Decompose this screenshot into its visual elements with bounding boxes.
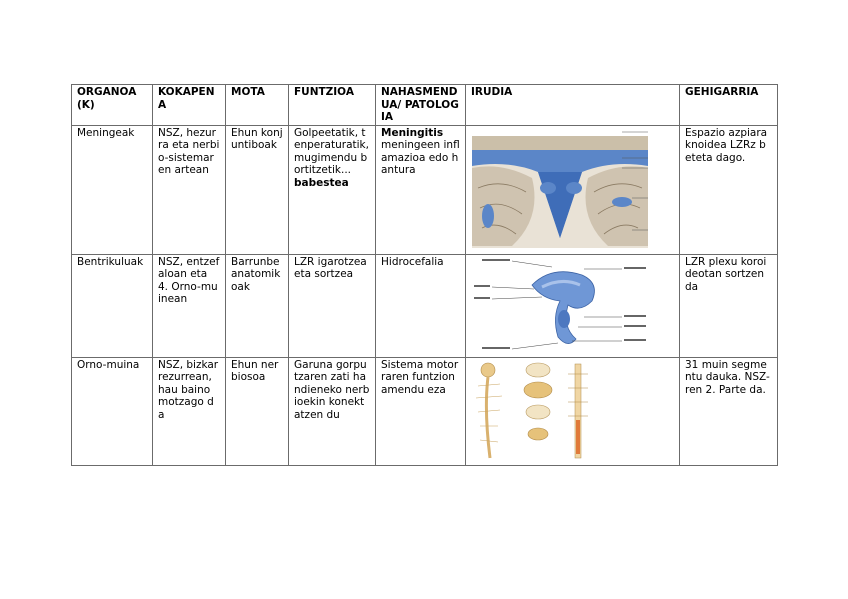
header-organ: ORGANOA(K) (72, 85, 153, 126)
cell-organ: Bentrikuluak (72, 254, 153, 357)
cell-location: NSZ, bizkarrezurrean, hau baino motzago da (153, 357, 226, 465)
table-row (72, 125, 778, 254)
table-row (72, 254, 778, 357)
spinal-cord-illustration (472, 360, 612, 462)
header-image: IRUDIA (466, 85, 680, 126)
cell-location: NSZ, hezurra eta nerbio-sistemaren artean (153, 125, 226, 254)
header-location: KOKAPENA (153, 85, 226, 126)
header-type: MOTA (226, 85, 289, 126)
header-pathology: NAHASMENDUA/ PATOLOGIA (376, 85, 466, 126)
cell-pathology (376, 125, 466, 254)
cell-function (289, 125, 376, 254)
cell-image (466, 254, 680, 357)
function-bold-text: babestea (294, 176, 349, 189)
header-extra: GEHIGARRIA (680, 85, 778, 126)
cell-function: Garuna gorputzaren zati handieneko nerbioekin konektatzen du (289, 357, 376, 465)
cell-extra: LZR plexu koroideotan sortzen da (680, 254, 778, 357)
cell-organ: Orno-muina (72, 357, 153, 465)
header-function: FUNTZIOA (289, 85, 376, 126)
pathology-bold-text: Meningitis (381, 126, 444, 139)
cell-organ: Meningeak (72, 125, 153, 254)
table-row (72, 357, 778, 465)
cell-extra: Espazio azpiaraknoidea LZRz beteta dago. (680, 125, 778, 254)
cell-type: Ehun nerbiosoa (226, 357, 289, 465)
ventricles-illustration (472, 257, 648, 355)
header-row (72, 85, 778, 126)
organ-table (71, 84, 778, 466)
cell-image (466, 125, 680, 254)
cell-pathology: Sistema motorraren funtzionamendu eza (376, 357, 466, 465)
cell-type: Barrunbe anatomikoak (226, 254, 289, 357)
cell-image (466, 357, 680, 465)
cell-extra: 31 muin segmentu dauka. NSZ-ren 2. Parte da. (680, 357, 778, 465)
cell-function: LZR igarotzea eta sortzea (289, 254, 376, 357)
cell-type: Ehun konjuntiboak (226, 125, 289, 254)
pathology-text: meningeen inflamazioa edo hantura (381, 139, 460, 176)
cell-pathology: Hidrocefalia (376, 254, 466, 357)
function-text: Golpeetatik, tenperaturatik, mugimendu bortitzetik... (294, 126, 369, 176)
cell-location: NSZ, entzefaloan eta 4. Orno-muinean (153, 254, 226, 357)
meninges-illustration (472, 128, 648, 248)
